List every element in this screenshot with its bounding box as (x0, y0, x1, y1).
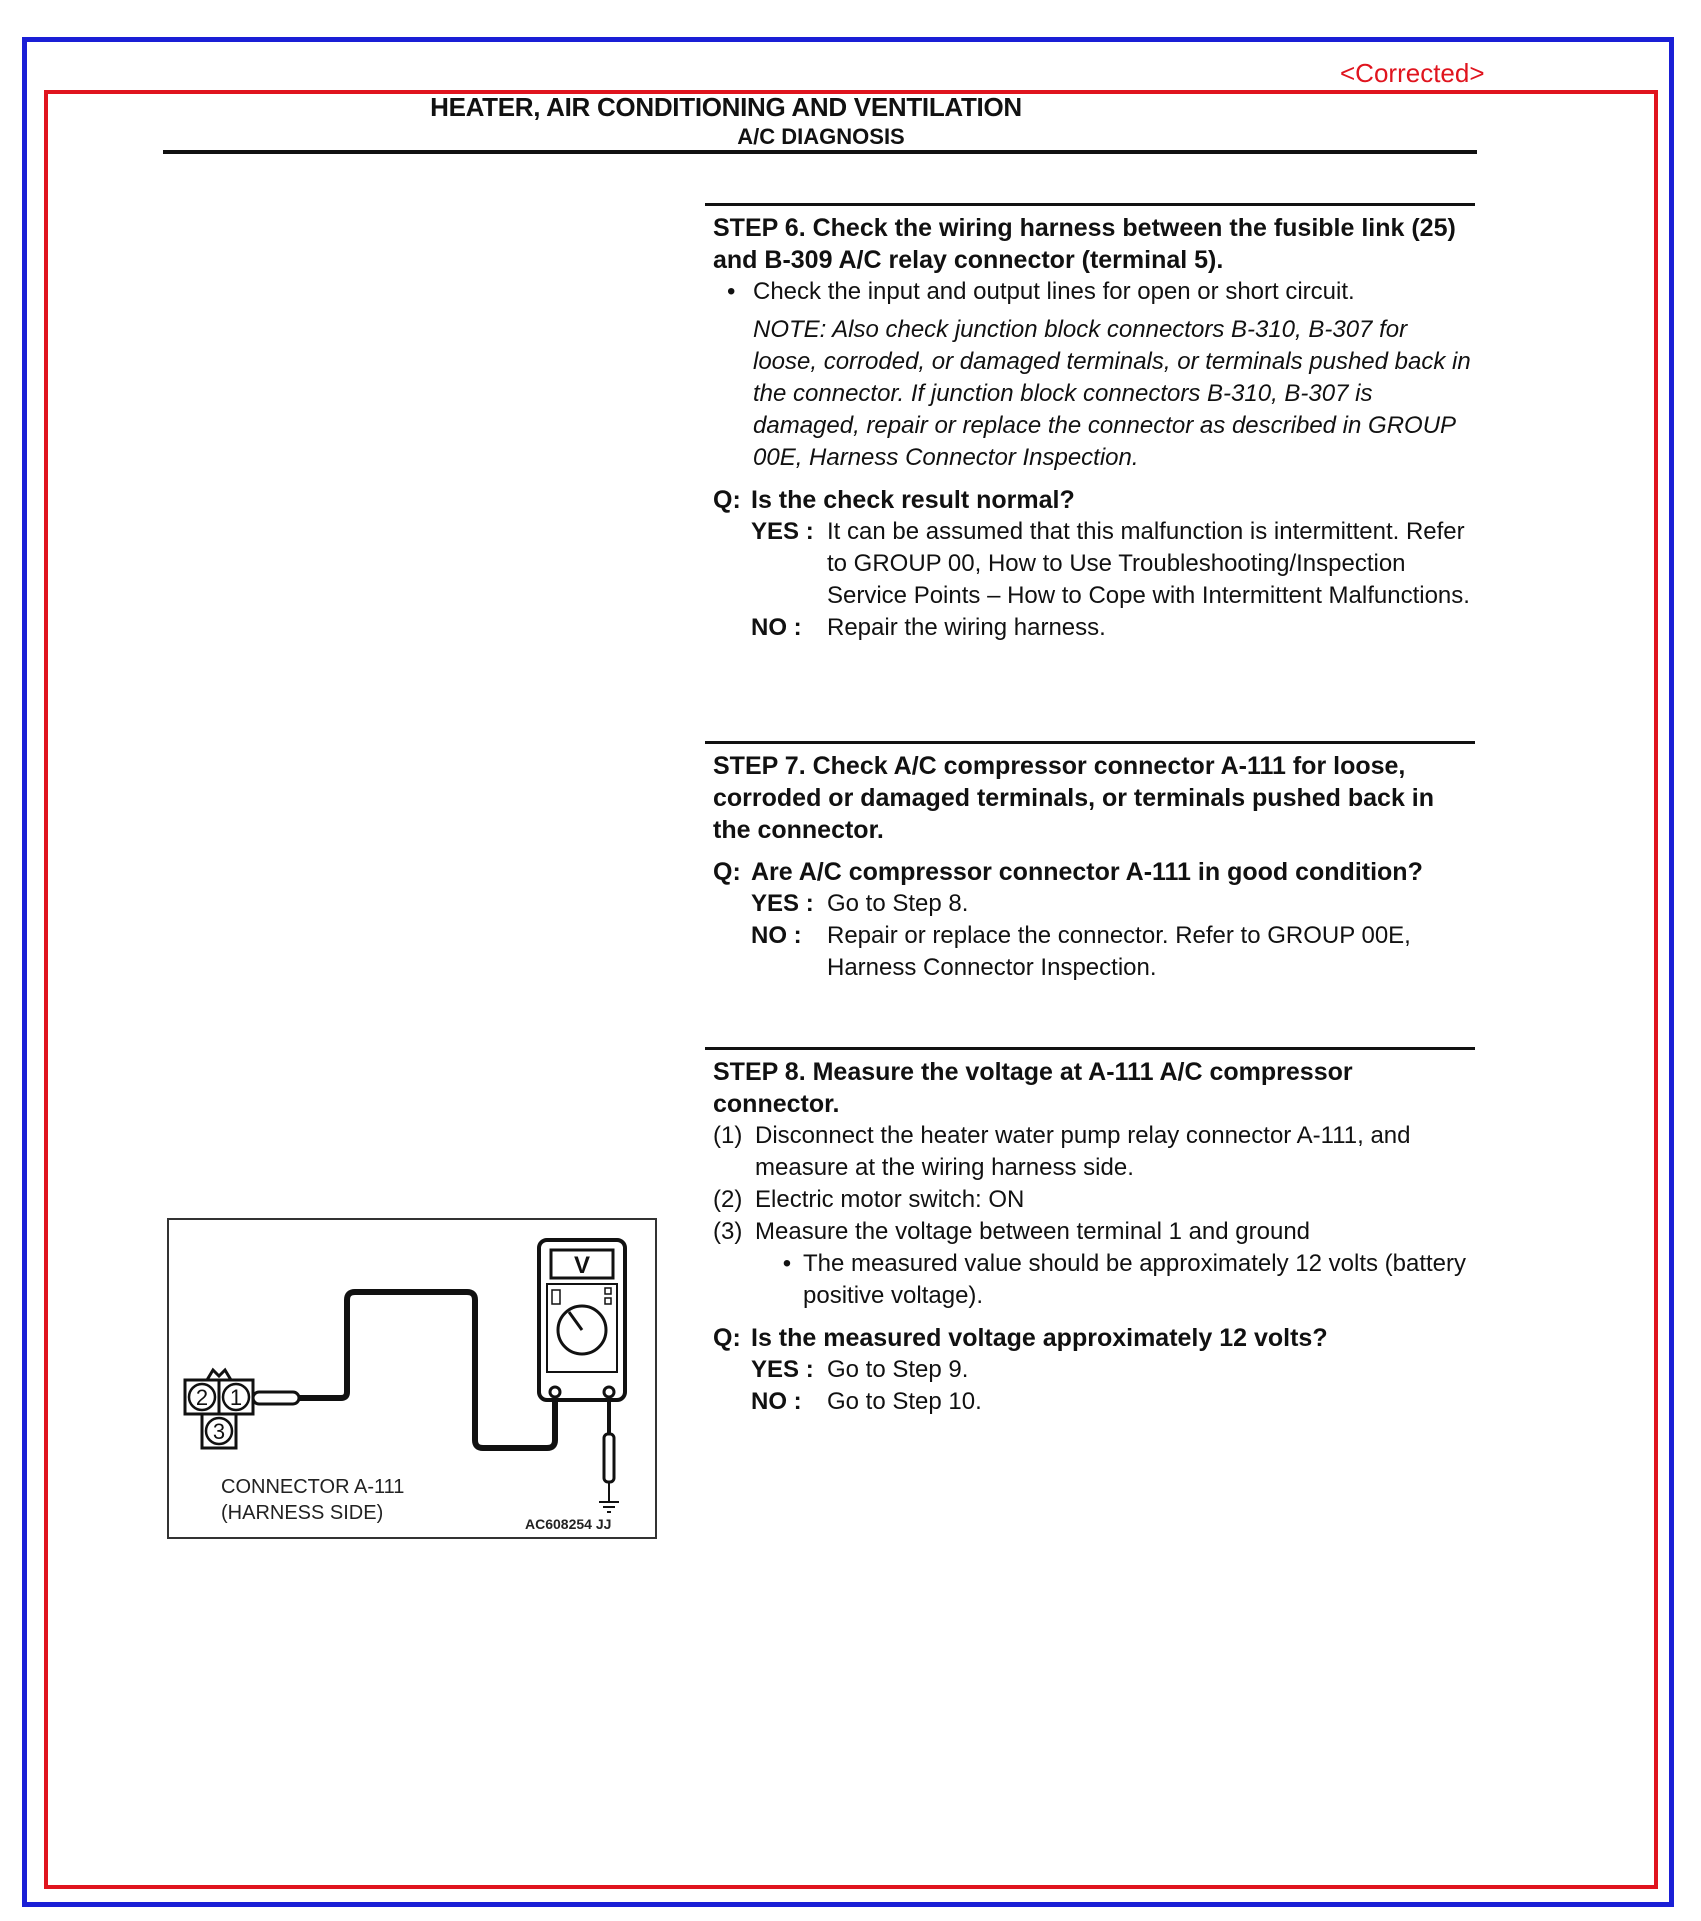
bullet-dot: • (727, 278, 736, 305)
step6-no-text: Repair the wiring harness. (827, 614, 1106, 641)
figure-id: AC608254 JJ (525, 1516, 612, 1532)
multimeter-button-right-1 (605, 1288, 611, 1294)
step8-item-3 (705, 1216, 1475, 1248)
no-label: NO : (751, 614, 802, 641)
q-label: Q: (713, 1324, 741, 1352)
item-text: Electric motor switch: ON (755, 1186, 1025, 1213)
step6-no (705, 612, 1475, 644)
step6-yes-text: It can be assumed that this malfunction is intermittent. Refer to GROUP 00, How to Use Troubleshooting/Inspection Service Points – How to Cope with Intermittent Malfunctions. (827, 518, 1470, 609)
item-text: Measure the voltage between terminal 1 and ground (755, 1218, 1311, 1245)
step8-yes-text: Go to Step 9. (827, 1356, 969, 1383)
step6-question (705, 484, 1475, 516)
header-rule (163, 150, 1477, 154)
step8-rule (705, 1047, 1475, 1050)
meter-jack-right (604, 1387, 614, 1397)
step8-no-text: Go to Step 10. (827, 1388, 982, 1415)
step6-note: NOTE: Also check junction block connectors B-310, B-307 for loose, corroded, or damaged terminals, or terminals pushed back in the connector. If junction block connectors B-310, B-307 is damaged, repair or replace the connector as described in GROUP 00E, Harness Connector Inspection. (753, 316, 1471, 471)
step8-no (705, 1386, 1475, 1418)
page-subtitle: A/C DIAGNOSIS (737, 124, 905, 149)
ground-probe-handle (604, 1434, 614, 1482)
step8-question-text: Is the measured voltage approximately 12 volts? (751, 1324, 1328, 1352)
step7-section (705, 741, 1475, 984)
step8-yes (705, 1354, 1475, 1386)
step7-rule (705, 741, 1475, 744)
page-title: HEATER, AIR CONDITIONING AND VENTILATION (430, 92, 1022, 122)
bullet-dot: • (782, 1250, 792, 1277)
step6-bullet (705, 276, 1475, 308)
step6-rule (705, 203, 1475, 206)
step7-yes (705, 888, 1475, 920)
q-label: Q: (713, 858, 741, 886)
multimeter-button-left (552, 1290, 560, 1304)
step8-item-1 (705, 1120, 1475, 1184)
no-label: NO : (751, 1388, 802, 1415)
connector-measurement-figure (167, 1218, 657, 1539)
item-number: (1) (713, 1122, 743, 1149)
test-lead-wire (253, 1292, 555, 1448)
step7-no (705, 920, 1475, 984)
item-number: (3) (713, 1218, 743, 1245)
figure-caption-line1: CONNECTOR A-111 (221, 1476, 405, 1498)
figure-caption-line2: (HARNESS SIDE) (221, 1502, 384, 1524)
probe-handle (253, 1392, 299, 1404)
step7-question-text: Are A/C compressor connector A-111 in good condition? (751, 858, 1423, 886)
step8-sub-bullet-text: The measured value should be approximately 12 volts (battery positive voltage). (803, 1250, 1467, 1309)
step6-bullet-text: Check the input and output lines for open or short circuit. (753, 278, 1355, 305)
terminal-3-label: 3 (212, 1419, 226, 1444)
meter-jack-left (550, 1387, 560, 1397)
yes-label: YES : (751, 890, 814, 917)
multimeter-symbol: V (573, 1252, 591, 1279)
item-text: Disconnect the heater water pump relay connector A-111, and measure at the wiring harness side. (755, 1122, 1411, 1181)
step8-sub-bullet (705, 1248, 1475, 1312)
figure-caption (221, 1474, 404, 1526)
step7-no-text: Repair or replace the connector. Refer to GROUP 00E, Harness Connector Inspection. (827, 922, 1411, 981)
step7-question (705, 856, 1475, 888)
yes-label: YES : (751, 518, 814, 545)
terminal-1-label: 1 (229, 1385, 243, 1410)
step8-section (705, 1047, 1475, 1418)
no-label: NO : (751, 922, 802, 949)
step6-question-text: Is the check result normal? (751, 486, 1075, 514)
step8-question (705, 1322, 1475, 1354)
step6-yes (705, 516, 1475, 612)
yes-label: YES : (751, 1356, 814, 1383)
terminal-2-label: 2 (195, 1385, 209, 1410)
step7-title: STEP 7. Check A/C compressor connector A-111 for loose, corroded or damaged terminals, or terminals pushed back in the connector. (713, 752, 1435, 844)
step7-yes-text: Go to Step 8. (827, 890, 969, 917)
step6-title: STEP 6. Check the wiring harness between the fusible link (25) and B-309 A/C relay connector (terminal 5). (713, 214, 1456, 274)
multimeter-button-right-2 (605, 1298, 611, 1304)
step8-title: STEP 8. Measure the voltage at A-111 A/C compressor connector. (713, 1058, 1353, 1118)
q-label: Q: (713, 486, 741, 514)
item-number: (2) (713, 1186, 743, 1213)
corrected-stamp: <Corrected> (1340, 58, 1485, 88)
step6-section (705, 203, 1475, 644)
step8-item-2 (705, 1184, 1475, 1216)
